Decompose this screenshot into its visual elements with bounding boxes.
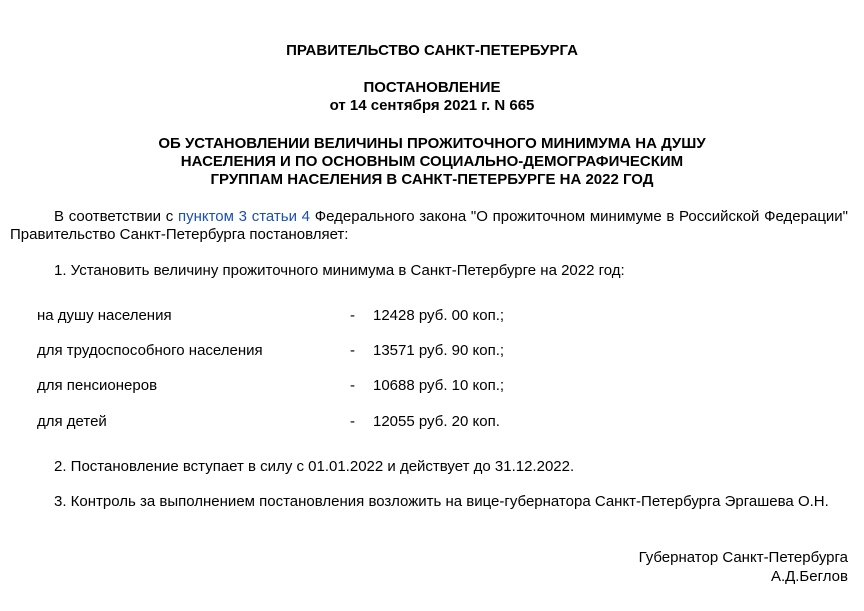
item-2-paragraph: 2. Постановление вступает в силу с 01.01.2022 и действует до 31.12.2022. bbox=[54, 458, 575, 475]
row-dash: - bbox=[350, 377, 355, 394]
preamble-text-end: Федерального закона "О прожиточном минимуме в Российской Федерации" Правительство Санкт-Петербурга постановляет: bbox=[10, 208, 849, 243]
title-line: НАСЕЛЕНИЯ И ПО ОСНОВНЫМ СОЦИАЛЬНО-ДЕМОГРАФИЧЕСКИМ bbox=[180, 153, 684, 170]
item-3-paragraph: 3. Контроль за выполнением постановления возложить на вице-губернатора Санкт-Петербурга Эргашева О.Н. bbox=[54, 493, 829, 510]
item-1-paragraph: 1. Установить величину прожиточного минимума в Санкт-Петербурге на 2022 год: bbox=[54, 262, 625, 279]
row-dash: - bbox=[350, 342, 355, 359]
row-value: 12428 руб. 00 коп.; bbox=[373, 307, 505, 324]
organization-heading: ПРАВИТЕЛЬСТВО САНКТ-ПЕТЕРБУРГА bbox=[286, 42, 578, 59]
link-article-4[interactable]: статьи 4 bbox=[251, 208, 311, 225]
row-value: 13571 руб. 90 коп.; bbox=[373, 342, 505, 359]
document-type: ПОСТАНОВЛЕНИЕ bbox=[363, 79, 501, 96]
row-dash: - bbox=[350, 307, 355, 324]
row-label: для трудоспособного населения bbox=[37, 342, 263, 359]
row-dash: - bbox=[350, 413, 355, 430]
row-label: на душу населения bbox=[37, 307, 172, 324]
preamble-text-start: В соответствии с bbox=[54, 208, 178, 225]
row-label: для детей bbox=[37, 413, 107, 430]
row-label: для пенсионеров bbox=[37, 377, 158, 394]
document-date-number: от 14 сентября 2021 г. N 665 bbox=[329, 97, 535, 114]
row-value: 12055 руб. 20 коп. bbox=[373, 413, 500, 430]
title-line: ОБ УСТАНОВЛЕНИИ ВЕЛИЧИНЫ ПРОЖИТОЧНОГО МИНИМУМА НА ДУШУ bbox=[158, 135, 706, 152]
row-value: 10688 руб. 10 коп.; bbox=[373, 377, 505, 394]
signature-position: Губернатор Санкт-Петербурга bbox=[638, 549, 848, 566]
link-point-3[interactable]: пунктом 3 bbox=[177, 208, 247, 225]
signature-name: А.Д.Беглов bbox=[770, 568, 848, 585]
title-line: ГРУППАМ НАСЕЛЕНИЯ В САНКТ-ПЕТЕРБУРГЕ НА 2022 ГОД bbox=[210, 171, 654, 188]
preamble-paragraph bbox=[10, 208, 848, 244]
